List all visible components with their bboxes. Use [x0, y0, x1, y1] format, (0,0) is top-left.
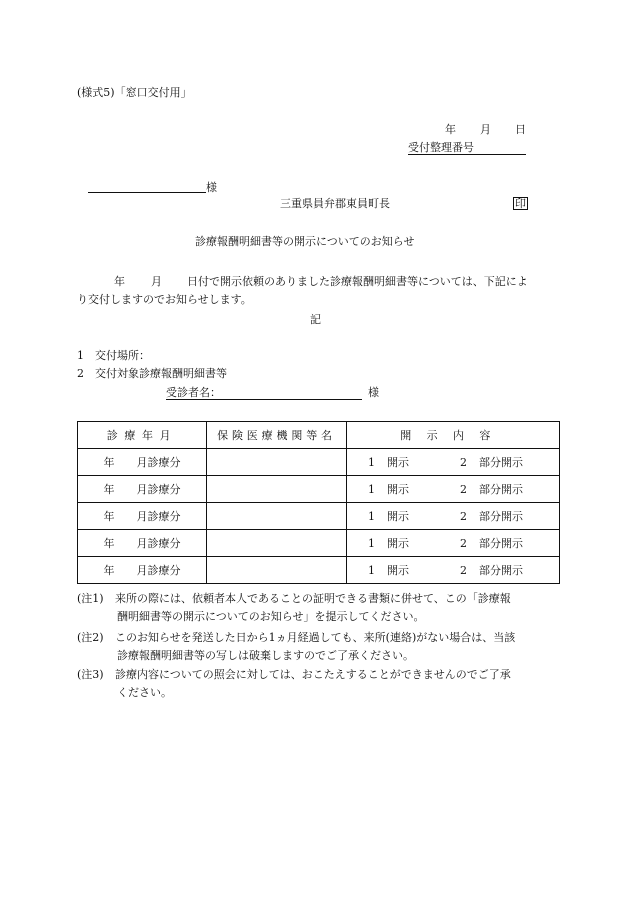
option-number: 1 [368, 482, 375, 496]
date-month: 月 [480, 123, 491, 136]
disclosure-cell [347, 449, 560, 476]
date-day: 日 [515, 123, 526, 136]
option-number: 2 [460, 563, 467, 577]
row-month: 月診療分 [136, 455, 181, 469]
patient-label: 受診者名： [166, 386, 221, 399]
row-year: 年 [103, 482, 115, 496]
date-line [445, 124, 526, 135]
table-row [78, 503, 560, 530]
addressee-line [88, 180, 217, 193]
table-row [78, 557, 560, 584]
note-tag: (注3) [77, 668, 104, 681]
patient-line [166, 387, 379, 400]
option-number: 1 [368, 536, 375, 550]
row-year: 年 [103, 509, 115, 523]
body-text: 日付で開示依頼のありました診療報酬明細書等については、下記によ [187, 275, 528, 288]
row-year: 年 [103, 563, 115, 577]
note-line-2: ください。 [117, 686, 172, 699]
header-exam-month: 診療年月 [78, 422, 207, 449]
item-2 [77, 368, 227, 379]
row-month: 月診療分 [136, 509, 181, 523]
note-line-1: 来所の際には、依頼者本人であることの証明できる書類に併せて、この「診療報 [115, 592, 511, 605]
item-1 [77, 350, 150, 361]
header-disclosure: 開示内容 [347, 422, 560, 449]
table-row [78, 449, 560, 476]
disclosure-cell [347, 503, 560, 530]
disclosure-table [77, 421, 560, 584]
disclosure-cell [347, 530, 560, 557]
option-number: 2 [460, 482, 467, 496]
table-header-row [78, 422, 560, 449]
institution-cell [207, 530, 347, 557]
option-number: 2 [460, 536, 467, 550]
option-number: 1 [368, 455, 375, 469]
table-row [78, 476, 560, 503]
body-year: 年 [114, 275, 125, 288]
option-disclose: 開示 [387, 536, 409, 550]
option-number: 1 [368, 563, 375, 577]
body-month: 月 [151, 275, 162, 288]
patient-suffix: 様 [368, 386, 379, 399]
addressee-blank [88, 180, 206, 193]
option-partial-disclose: 部分開示 [479, 455, 523, 469]
receipt-number-field [408, 142, 526, 155]
receipt-number-label: 受付整理番号 [408, 141, 474, 154]
row-month: 月診療分 [136, 563, 181, 577]
sender-name: 三重県員弁郡東員町長 [280, 197, 390, 210]
row-year: 年 [103, 455, 115, 469]
exam-month-cell [78, 530, 207, 557]
institution-cell [207, 503, 347, 530]
item-number: 2 [77, 367, 84, 380]
form-label: (様式5)「窓口交付用」 [77, 86, 192, 99]
exam-month-cell [78, 476, 207, 503]
exam-month-cell [78, 449, 207, 476]
note-line-1: このお知らせを発送した日から1ヵ月経過しても、来所(連絡)がない場合は、当該 [115, 631, 516, 644]
row-month: 月診療分 [136, 536, 181, 550]
ki-heading: 記 [310, 313, 321, 326]
exam-month-cell [78, 557, 207, 584]
option-number: 2 [460, 455, 467, 469]
body-line-2: り交付しますのでお知らせします。 [77, 293, 252, 306]
note-line-2: 診療報酬明細書等の写しは破棄しますのでご了承ください。 [117, 649, 414, 662]
row-month: 月診療分 [136, 482, 181, 496]
item-text: 交付対象診療報酬明細書等 [95, 367, 227, 380]
seal-mark: 印 [515, 197, 526, 210]
table-row [78, 530, 560, 557]
addressee-suffix: 様 [206, 181, 217, 194]
note-2 [77, 629, 557, 665]
exam-month-cell [78, 503, 207, 530]
note-tag: (注2) [77, 631, 104, 644]
item-number: 1 [77, 349, 84, 362]
disclosure-cell [347, 557, 560, 584]
body-line-1 [77, 276, 528, 287]
header-institution: 保険医療機関等名 [207, 422, 347, 449]
option-partial-disclose: 部分開示 [479, 482, 523, 496]
note-line-1: 診療内容についての照会に対しては、おこたえすることができませんのでご了承 [115, 668, 511, 681]
institution-cell [207, 557, 347, 584]
option-disclose: 開示 [387, 563, 409, 577]
date-year: 年 [445, 123, 456, 136]
note-tag: (注1) [77, 592, 104, 605]
document-title: 診療報酬明細書等の開示についてのお知らせ [195, 235, 415, 248]
option-disclose: 開示 [387, 482, 409, 496]
patient-name-field [166, 387, 362, 400]
note-1 [77, 590, 557, 626]
option-number: 2 [460, 509, 467, 523]
option-partial-disclose: 部分開示 [479, 563, 523, 577]
item-text: 交付場所： [95, 349, 150, 362]
option-partial-disclose: 部分開示 [479, 509, 523, 523]
note-line-2: 酬明細書等の開示についてのお知らせ」を提示してください。 [117, 610, 425, 623]
option-number: 1 [368, 509, 375, 523]
institution-cell [207, 449, 347, 476]
option-partial-disclose: 部分開示 [479, 536, 523, 550]
disclosure-cell [347, 476, 560, 503]
option-disclose: 開示 [387, 509, 409, 523]
row-year: 年 [103, 536, 115, 550]
option-disclose: 開示 [387, 455, 409, 469]
institution-cell [207, 476, 347, 503]
note-3 [77, 666, 557, 702]
